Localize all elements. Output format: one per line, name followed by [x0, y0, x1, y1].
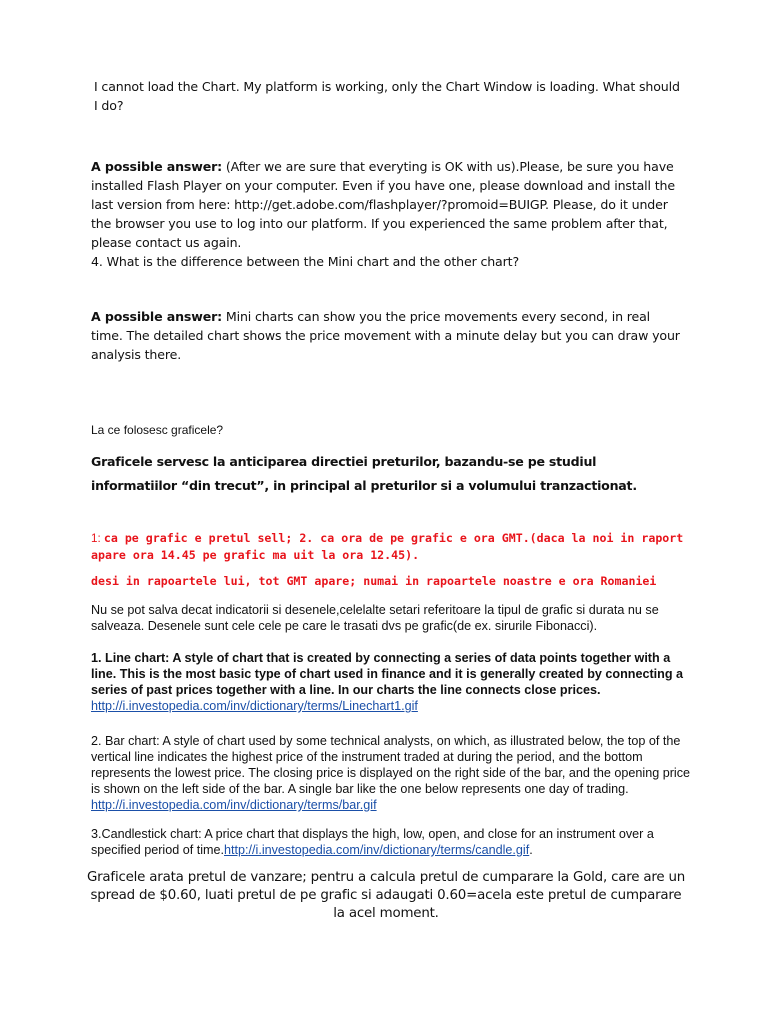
- q4-answer-text: Mini charts can show you the price movements every second, in real time. The detailed chart shows the price movement with a minute delay but you can draw your analysis there.: [91, 309, 680, 362]
- ro-question: La ce folosesc graficele?: [91, 423, 224, 437]
- red-note-2: desi in rapoartele lui, tot GMT apare; numai in rapoartele noastre e ora Romaniei: [91, 574, 657, 588]
- red-note-1: [91, 530, 691, 563]
- q4-answer: [91, 307, 681, 364]
- line-chart-description: [91, 650, 691, 714]
- q3-question: I cannot load the Chart. My platform is working, only the Chart Window is loading. What should I do?: [94, 79, 680, 113]
- save-note: Nu se pot salva decat indicatorii si desenele,celelalte setari referitoare la tipul de grafic si durata nu se salveaza. Desenele sunt cele cele pe care le trasati dvs pe grafic(de ex. sirurile Fibonacci).: [91, 603, 659, 633]
- gold-note: Graficele arata pretul de vanzare; pentru a calcula pretul de cumparare la Gold, care are un spread de $0.60, luati pretul de pe grafic si adaugati 0.60=acela este pretul de cumparare la acel moment.: [86, 870, 686, 921]
- line-chart-link[interactable]: http://i.investopedia.com/inv/dictionary/terms/Linechart1.gif: [91, 699, 418, 713]
- red-note-1-prefix: 1:: [91, 532, 104, 545]
- bar-chart-text: 2. Bar chart: A style of chart used by some technical analysts, on which, as illustrated below, the top of the vertical line indicates the highest price of the instrument traded at during the period, and the bottom represents the lowest price. The closing price is displayed on the right side of the bar, and the opening price is shown on the left side of the bar. A single bar like the one below represents one day of trading.: [91, 734, 691, 796]
- candle-chart-link[interactable]: http://i.investopedia.com/inv/dictionary/terms/candle.gif: [224, 843, 530, 857]
- candle-chart-description: [91, 826, 691, 858]
- bar-chart-link[interactable]: http://i.investopedia.com/inv/dictionary/terms/bar.gif: [91, 798, 377, 812]
- candle-chart-suffix: .: [529, 843, 533, 857]
- line-chart-text: 1. Line chart: A style of chart that is created by connecting a series of data points together with a line. This is the most basic type of chart used in finance and it is generally created by connecting a series of past prices together with a line. In our charts the line connects close prices.: [91, 651, 684, 697]
- ro-answer: Graficele servesc la anticiparea directiei preturilor, bazandu-se pe studiul informatiilor “din trecut”, in principal al preturilor si a volumului tranzactionat.: [91, 454, 637, 493]
- q3-answer-label: A possible answer:: [91, 159, 223, 174]
- q3-answer-text: (After we are sure that everyting is OK with us).Please, be sure you have installed Flash Player on your computer. Even if you have one, please download and install the last version from here: http://get.adobe.com/flashplayer/?promoid=BUIGP. Please, do it under the browser you use to log into our platform. If you experienced the same problem after that, please contact us again.: [91, 159, 675, 250]
- q3-answer: [91, 157, 681, 252]
- q4-question: 4. What is the difference between the Mini chart and the other chart?: [91, 254, 519, 269]
- bar-chart-description: [91, 733, 691, 813]
- red-note-1-text: ca pe grafic e pretul sell; 2. ca ora de pe grafic e ora GMT.(daca la noi in raport apare ora 14.45 pe grafic ma uit la ora 12.45).: [91, 531, 684, 562]
- q4-answer-label: A possible answer:: [91, 309, 223, 324]
- candle-chart-text: 3.Candlestick chart: A price chart that displays the high, low, open, and close for an instrument over a specified period of time.: [91, 827, 654, 857]
